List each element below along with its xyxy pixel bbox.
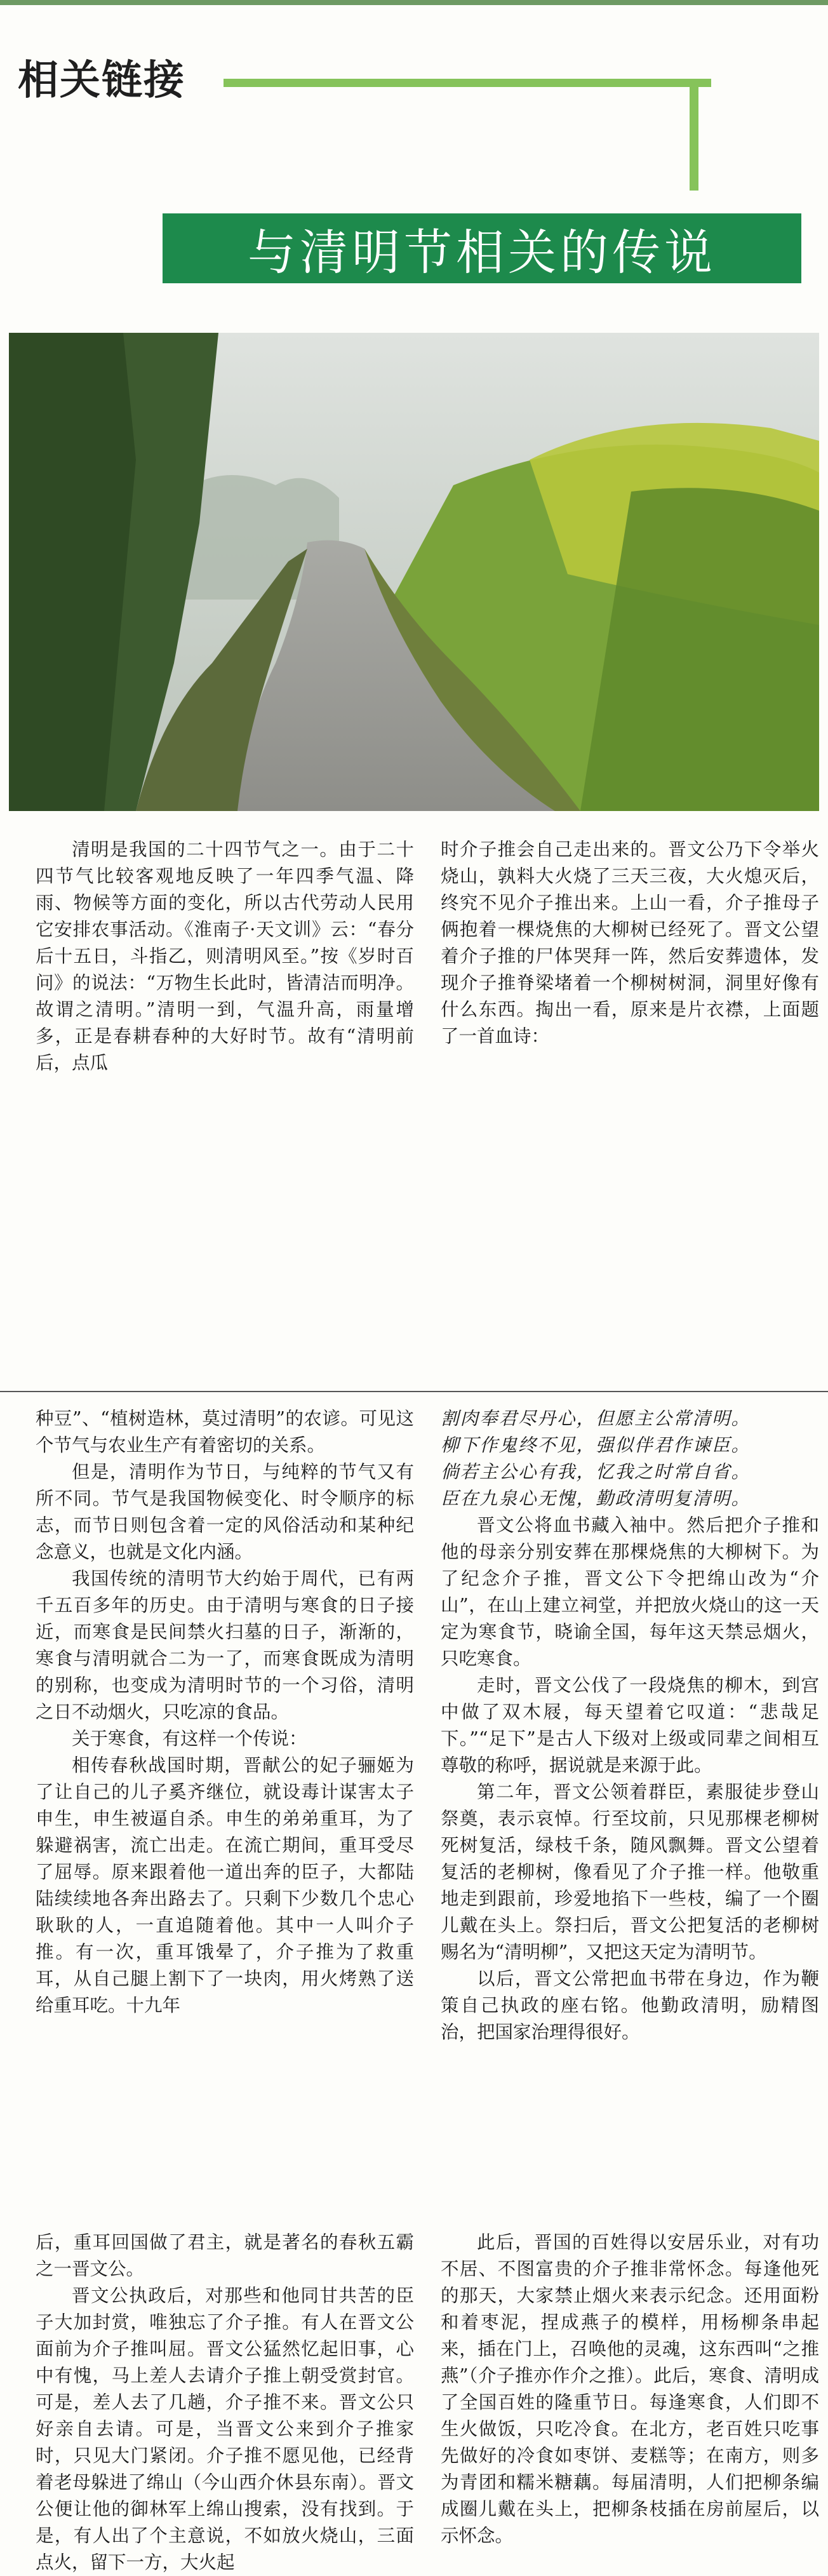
- foggy-path-illustration: [9, 333, 819, 811]
- paragraph: 第二年，晋文公领着群臣，素服徒步登山祭奠，表示哀悼。行至坟前，只见那棵老柳树死树复活，绿枝千条，随风飘舞。晋文公望着复活的老柳树，像看见了介子推一样。他敬重地走到跟前，珍爱地掐下一些枝，编了一个圈儿戴在头上。祭扫后，晋文公把复活的老柳树赐名为“清明柳”，又把这天定为清明节。: [441, 1781, 819, 1962]
- paragraph: 清明是我国的二十四节气之一。由于二十四节气比较客观地反映了一年四季气温、降雨、物候等方面的变化，所以古代劳动人民用它安排农事活动。《淮南子·天文训》云：“春分后十五日，斗指乙，则清明风至。”按《岁时百问》的说法：“万物生长此时，皆清洁而明净。故谓之清明。”清明一到，气温升高，雨量增多，正是春耕春种的大好时节。故有“清明前后，点瓜: [36, 839, 414, 1073]
- article-column-1: [36, 836, 414, 1077]
- section-label: 相关链接: [18, 57, 185, 104]
- article-photo: [9, 333, 819, 811]
- paragraph: 但是，清明作为节日，与纯粹的节气又有所不同。节气是我国物候变化、时令顺序的标志，而节日则包含着一定的风俗活动和某种纪念意义，也就是文化内涵。: [36, 1461, 414, 1562]
- paragraph: 晋文公将血书藏入袖中。然后把介子推和他的母亲分别安葬在那棵烧焦的大柳树下。为了纪念介子推，晋文公下令把绵山改为“介山”，在山上建立祠堂，并把放火烧山的这一天定为寒食节，晓谕全国，每年这天禁忌烟火，只吃寒食。: [441, 1515, 819, 1669]
- poem-line: 倘若主公心有我，忆我之时常自省。: [441, 1461, 751, 1482]
- poem-line: 割肉奉君尽丹心，但愿主公常清明。: [441, 1408, 751, 1429]
- paragraph: 走时，晋文公伐了一段烧焦的柳木，到宫中做了双木屐，每天望着它叹道：“悲哉足下。”“足下”是古人下级对上级或同辈之间相互尊敬的称呼，据说就是来源于此。: [441, 1675, 819, 1776]
- paragraph: 相传春秋战国时期，晋献公的妃子骊姬为了让自己的儿子奚齐继位，就设毒计谋害太子申生，申生被逼自杀。申生的弟弟重耳，为了躲避祸害，流亡出走。在流亡期间，重耳受尽了屈辱。原来跟着他一道出奔的臣子，大都陆陆续续地各奔出路去了。只剩下少数几个忠心耿耿的人，一直追随着他。其中一人叫介子推。有一次，重耳饿晕了，介子推为了救重耳，从自己腿上割下了一块肉，用火烤熟了送给重耳吃。十九年: [36, 1755, 414, 2016]
- poem-line: 臣在九泉心无愧，勤政清明复清明。: [441, 1488, 751, 1509]
- block-divider: [0, 1391, 828, 1392]
- paragraph: 此后，晋国的百姓得以安居乐业，对有功不居、不图富贵的介子推非常怀念。每逢他死的那天，大家禁止烟火来表示纪念。还用面粉和着枣泥，捏成燕子的模样，用杨柳条串起来，插在门上，召唤他的灵魂，这东西叫“之推燕”（介子推亦作介之推）。此后，寒食、清明成了全国百姓的隆重节日。每逢寒食，人们即不生火做饭，只吃冷食。在北方，老百姓只吃事先做好的冷食如枣饼、麦糕等；在南方，则多为青团和糯米糖藕。每届清明，人们把柳条编成圈儿戴在头上，把柳条枝插在房前屋后，以示怀念。: [441, 2232, 819, 2546]
- header-rule-horizontal: [224, 79, 711, 87]
- paragraph: 种豆”、“植树造林，莫过清明”的农谚。可见这个节气与农业生产有着密切的关系。: [36, 1408, 414, 1456]
- paragraph: 时介子推会自己走出来的。晋文公乃下令举火烧山，孰料大火烧了三天三夜，大火熄灭后，终究不见介子推出来。上山一看，介子推母子俩抱着一棵烧焦的大柳树已经死了。晋文公望着介子推的尸体哭拜一阵，然后安葬遗体，发现介子推脊梁堵着一个柳树树洞，洞里好像有什么东西。掏出一看，原来是片衣襟，上面题了一首血诗：: [441, 839, 819, 1047]
- article-column-5: [36, 2229, 414, 2576]
- top-accent-bar: [0, 0, 828, 5]
- paragraph: 关于寒食，有这样一个传说：: [72, 1728, 307, 1749]
- paragraph: 我国传统的清明节大约始于周代，已有两千五百多年的历史。由于清明与寒食的日子接近，而寒食是民间禁火扫墓的日子，渐渐的，寒食与清明就合二为一了，而寒食既成为清明的别称，也变成为清明时节的一个习俗，清明之日不动烟火，只吃凉的食品。: [36, 1568, 414, 1722]
- article-column-2: [441, 836, 819, 1050]
- article-title-banner: 与清明节相关的传说: [163, 213, 801, 283]
- paragraph: 以后，晋文公常把血书带在身边，作为鞭策自己执政的座右铭。他勤政清明，励精图治，把国家治理得很好。: [441, 1968, 819, 2043]
- paragraph: 晋文公执政后，对那些和他同甘共苦的臣子大加封赏，唯独忘了介子推。有人在晋文公面前为介子推叫屈。晋文公猛然忆起旧事，心中有愧，马上差人去请介子推上朝受赏封官。可是，差人去了几趟，介子推不来。晋文公只好亲自去请。可是，当晋文公来到介子推家时，只见大门紧闭。介子推不愿见他，已经背着老母躲进了绵山（今山西介休县东南）。晋文公便让他的御林军上绵山搜索，没有找到。于是，有人出了个主意说，不如放火烧山，三面点火，留下一方，大火起: [36, 2285, 414, 2573]
- paragraph: 后，重耳回国做了君主，就是著名的春秋五霸之一晋文公。: [36, 2232, 414, 2279]
- article-column-6: [441, 2229, 819, 2549]
- header-rule-vertical: [690, 79, 698, 191]
- article-column-3: [36, 1405, 414, 2019]
- article-column-4: [441, 1405, 819, 2046]
- poem-line: 柳下作鬼终不见，强似伴君作谏臣。: [441, 1435, 751, 1456]
